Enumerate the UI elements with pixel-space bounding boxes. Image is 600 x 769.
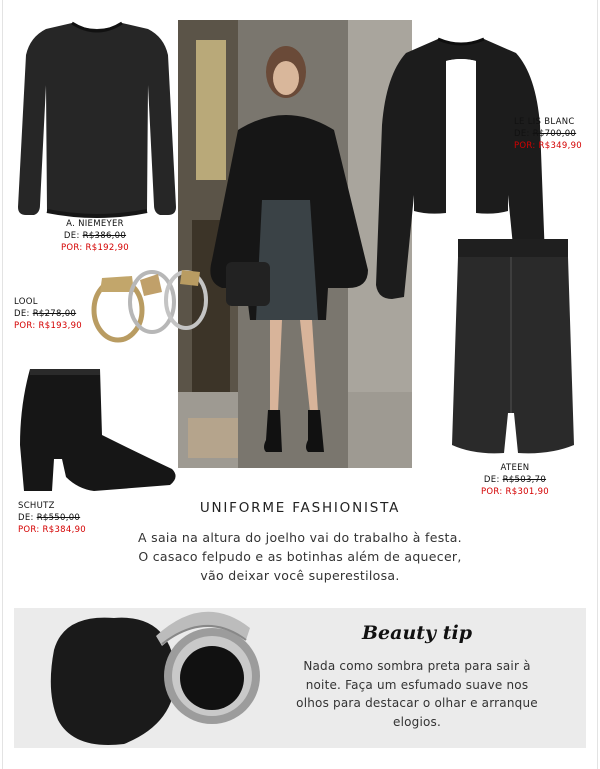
product-brand: LE LIS BLANC [514,117,575,127]
section-title: UNIFORME FASHIONISTA [199,500,401,516]
product-new-price: POR: R$193,90 [14,321,82,331]
product-label-boot [18,500,108,536]
product-old-price: DE: R$278,00 [14,309,77,319]
product-new-price: POR: R$192,90 [61,243,129,253]
product-new-price: POR: R$384,90 [18,525,86,535]
product-label-skirt [470,462,560,498]
product-brand: ATEEN [500,463,530,473]
page-left-border [2,0,3,769]
product-brand: A. NIEMEYER [66,219,124,229]
product-image-boot[interactable] [14,365,179,500]
beauty-tip-text: Nada como sombra preta para sair à noite. Faça um esfumado suave nos olhos para destacar o olhar e arranque elogios. [296,659,538,729]
product-brand: SCHUTZ [18,501,55,511]
beauty-tip-title: Beauty tip [362,622,472,644]
product-new-price: POR: R$301,90 [481,487,549,497]
product-old-price: DE: R$503,70 [483,475,547,485]
product-label-cardigan [514,116,594,152]
section-description: A saia na altura do joelho vai do trabalho à festa. O casaco felpudo e as botinhas além de aquecer, vão deixar você superestilosa. [138,530,462,583]
page-right-border [597,0,598,769]
product-old-price: DE: R$700,00 [514,129,577,139]
product-brand: LOOL [14,297,38,307]
product-old-price: DE: R$550,00 [18,513,81,523]
product-image-sweater[interactable] [14,15,180,220]
product-new-price: POR: R$349,90 [514,141,582,151]
product-label-sweater [50,218,140,254]
product-image-eyeshadow[interactable] [44,600,266,752]
product-image-rings[interactable] [88,262,213,347]
product-old-price: DE: R$386,00 [63,231,127,241]
product-label-rings [14,296,94,332]
product-image-skirt[interactable] [450,235,575,457]
